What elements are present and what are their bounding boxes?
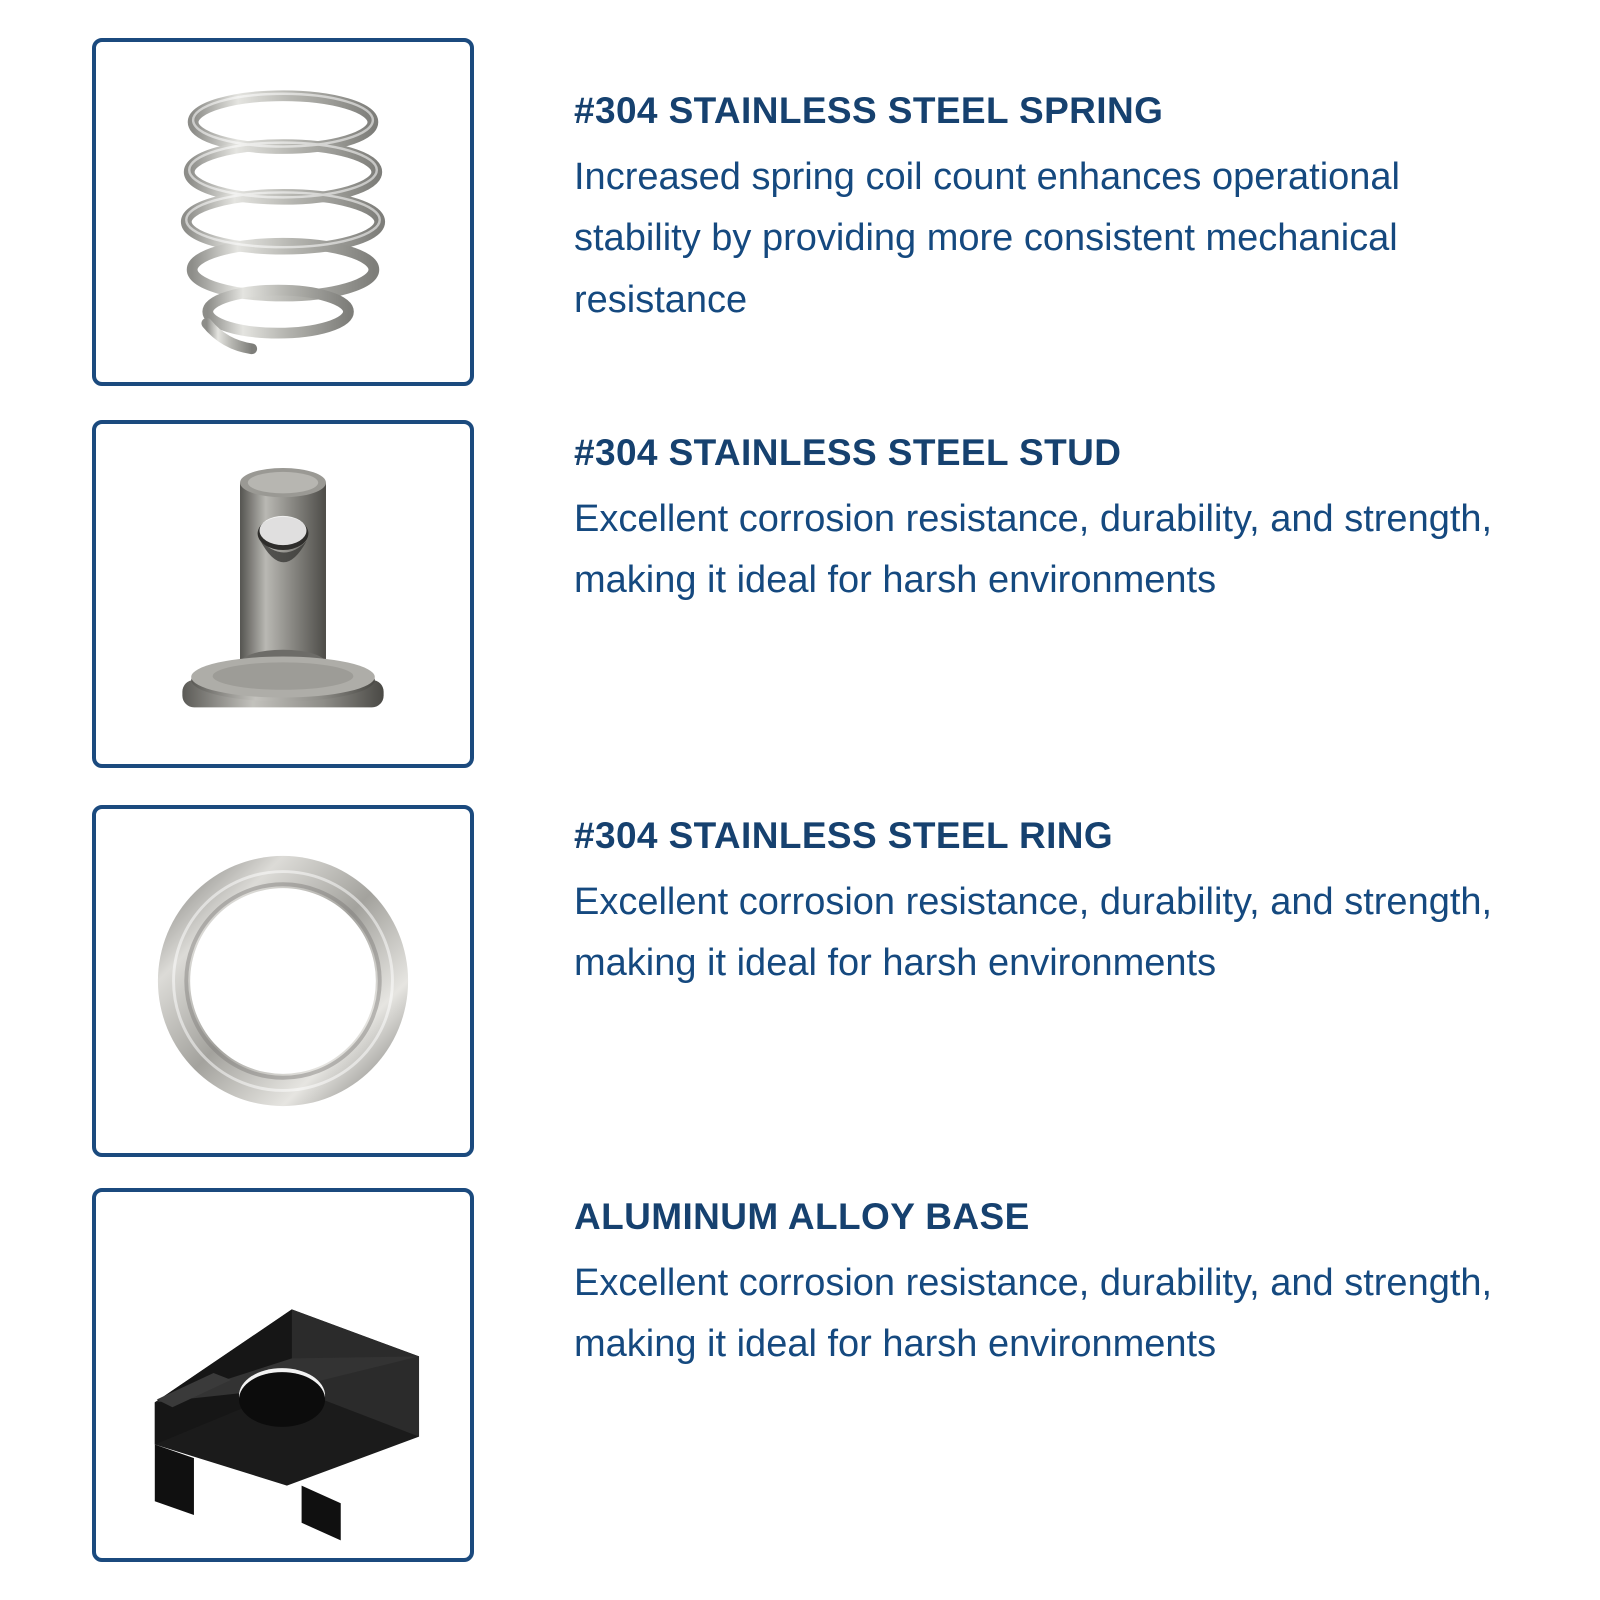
feature-row bbox=[92, 38, 1552, 386]
feature-description: Excellent corrosion resistance, durability, and strength, making it ideal for harsh environments bbox=[574, 1261, 1493, 1366]
stainless-steel-ring-icon bbox=[96, 809, 470, 1153]
feature-description: Increased spring coil count enhances operational stability by providing more consistent mechanical resistance bbox=[574, 155, 1400, 321]
feature-image-frame bbox=[92, 1188, 474, 1562]
stainless-steel-stud-icon bbox=[96, 424, 470, 764]
feature-image-frame bbox=[92, 38, 474, 386]
feature-image-frame bbox=[92, 805, 474, 1157]
feature-text bbox=[574, 1188, 1552, 1376]
feature-title: ALUMINUM ALLOY BASE bbox=[574, 1196, 1030, 1237]
feature-text bbox=[574, 805, 1552, 995]
feature-image-frame bbox=[92, 420, 474, 768]
feature-title: #304 STAINLESS STEEL SPRING bbox=[574, 90, 1164, 131]
stainless-steel-spring-icon bbox=[96, 42, 470, 382]
feature-description: Excellent corrosion resistance, durability, and strength, making it ideal for harsh environments bbox=[574, 880, 1493, 985]
feature-row bbox=[92, 420, 1552, 768]
feature-description: Excellent corrosion resistance, durability, and strength, making it ideal for harsh environments bbox=[574, 497, 1493, 602]
feature-row bbox=[92, 805, 1552, 1157]
feature-title: #304 STAINLESS STEEL STUD bbox=[574, 432, 1122, 473]
aluminum-alloy-base-icon bbox=[96, 1192, 470, 1558]
feature-title: #304 STAINLESS STEEL RING bbox=[574, 815, 1114, 856]
feature-row bbox=[92, 1188, 1552, 1562]
feature-text bbox=[574, 38, 1552, 331]
feature-text bbox=[574, 420, 1552, 612]
